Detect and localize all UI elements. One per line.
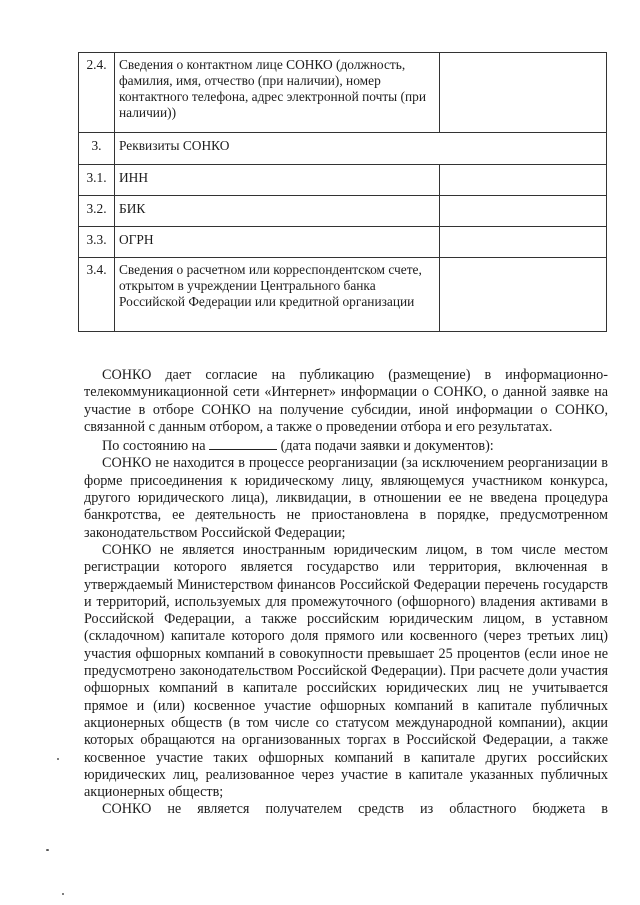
as-of-paragraph	[84, 436, 608, 455]
row-label: Сведения о расчетном или корреспондентском счете, открытом в учреждении Центрального банка Российской Федерации или кредитной организации	[115, 258, 440, 332]
row-number: 2.4.	[79, 53, 115, 133]
table-row	[79, 196, 607, 227]
row-value	[440, 227, 607, 258]
scan-speck	[57, 758, 59, 760]
table-row	[79, 258, 607, 332]
row-number: 3.2.	[79, 196, 115, 227]
row-label: ОГРН	[115, 227, 440, 258]
date-blank-field[interactable]	[209, 436, 277, 450]
condition-not-budget-recipient: СОНКО не является получателем средств из областного бюджета в	[102, 801, 608, 818]
condition-no-reorganization: СОНКО не находится в процессе реорганизации (за исключением реорганизации в форме присоединения к юридическому лицу, являющемуся участником конкурса, другого юридического лица), ликвидации, в отношении ее не введена процедура банкротства, ее деятельность не приостановлена в порядке, предусмотренном законодательством Российской Федерации;	[84, 455, 608, 541]
row-label: БИК	[115, 196, 440, 227]
row-number: 3.	[79, 133, 115, 165]
consent-paragraph: СОНКО дает согласие на публикацию (размещение) в информационно-телекоммуникационной сети «Интернет» информации о СОНКО, о данной заявке на участие в отборе СОНКО на получение субсидии, иной информации о СОНКО, связанной с данным отбором, а также о проведении отбора и его результатах.	[84, 367, 608, 435]
row-value	[440, 196, 607, 227]
scan-speck	[46, 849, 49, 851]
as-of-suffix: (дата подачи заявки и документов):	[280, 438, 494, 455]
row-number: 3.4.	[79, 258, 115, 332]
row-number: 3.1.	[79, 165, 115, 196]
row-number: 3.3.	[79, 227, 115, 258]
scan-speck	[62, 893, 64, 895]
table-row	[79, 165, 607, 196]
declaration-text	[84, 367, 608, 819]
row-value	[440, 258, 607, 332]
row-label: Сведения о контактном лице СОНКО (должность, фамилия, имя, отчество (при наличии), номер контактного телефона, адрес электронной почты (при наличии))	[115, 53, 440, 133]
row-label: ИНН	[115, 165, 440, 196]
table-row	[79, 133, 607, 165]
condition-not-foreign: СОНКО не является иностранным юридическим лицом, в том числе местом регистрации которого является государство или территория, включенная в утверждаемый Министерством финансов Российской Федерации перечень государств и территорий, используемых для промежуточного (офшорного) владения активами в Российской Федерации, а также российским юридическим лицом, в уставном (складочном) капитале которого доля прямого или косвенного (через третьих лиц) участия офшорных компаний в совокупности превышает 25 процентов (если иное не предусмотрено законодательством Российской Федерации). При расчете доли участия офшорных компаний в капитале российских юридических лиц не учитывается прямое и (или) косвенное участие офшорных компаний в капитале публичных акционерных обществ (в том числе со статусом международной компании), акции которых обращаются на организованных торгах в Российской Федерации, а также косвенное участие таких офшорных компаний в капитале других российских юридических лиц, реализованное через участие в капитале указанных публичных акционерных обществ;	[84, 541, 608, 801]
row-label: Реквизиты СОНКО	[115, 133, 607, 165]
table-row	[79, 227, 607, 258]
table-row	[79, 53, 607, 133]
row-value	[440, 165, 607, 196]
requisites-table	[78, 52, 607, 332]
as-of-prefix: По состоянию на	[102, 438, 206, 455]
row-value	[440, 53, 607, 133]
